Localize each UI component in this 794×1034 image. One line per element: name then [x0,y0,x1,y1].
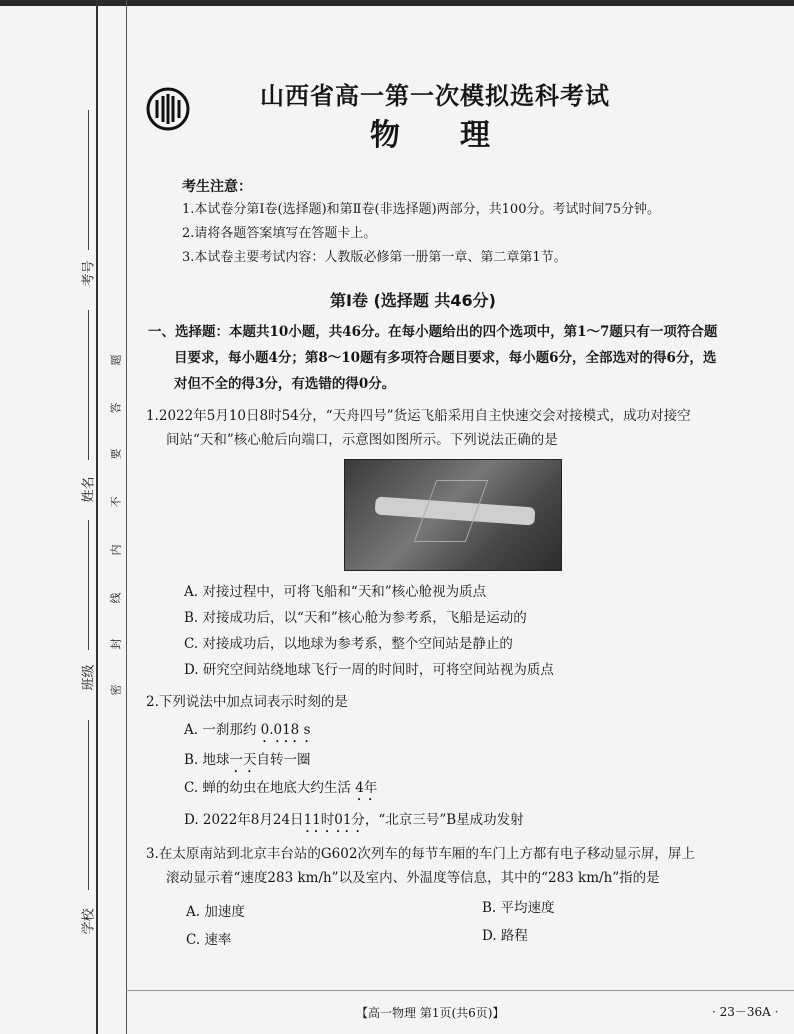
seal-char: 答 [109,402,123,414]
space-station-photo [344,459,562,571]
top-border [0,0,794,6]
binding-line-outer [96,0,98,1034]
q3-option-a: A. 加速度 [186,904,245,920]
section-instruction: 一、选择题：本题共10小题，共46分。在每小题给出的四个选项中，第1～7题只有一项符合题 [148,324,718,340]
q2-option-a [184,718,311,746]
label-school: 学校 [81,908,97,935]
q2-a-text: A. 一刹那约 [184,722,261,738]
notice-item: 3.本试卷主要考试内容：人教版必修第一册第一章、第二章第1节。 [182,250,567,265]
class-underline [88,520,89,650]
seal-char: 题 [109,354,123,366]
q3-option-c: C. 速率 [186,932,232,948]
q2-option-d [184,808,524,836]
footer-divider [126,990,794,991]
section-instruction: 目要求，每小题4分；第8～10题有多项符合题目要求，每小题6分，全部选对的得6分，选 [174,350,717,366]
seal-char: 密 [109,684,123,696]
page-footer: 【高一物理 第1页(共6页)】 [356,1006,505,1020]
exam-logo-icon [145,86,191,132]
q3-option-d: D. 路程 [482,928,528,944]
q2-b-dotted: 一天 [229,752,257,768]
label-class: 班级 [81,664,97,691]
q2-d-text-post: ，“北京三号”B星成功发射 [364,812,524,828]
exam-number-underline [88,110,89,250]
notice-item: 2.请将各题答案填写在答题卡上。 [182,226,377,241]
q3-option-b: B. 平均速度 [482,900,555,916]
exam-title: 山西省高一第一次模拟选科考试 [260,82,610,110]
q2-b-text: B. 地球 [184,752,230,768]
q1-stem: 间站“天和”核心舱后向端口，示意图如图所示。下列说法正确的是 [166,432,558,448]
q1-option-a: A. 对接过程中，可将飞船和“天和”核心舱视为质点 [184,584,487,600]
subject-title: 物理 [370,118,550,153]
q3-stem: 滚动显示着“速度283 km/h”以及室内、外温度等信息，其中的“283 km/h”指的是 [166,870,660,886]
notice-title: 考生注意： [182,179,252,195]
q3-stem: 3.在太原南站到北京丰台站的G602次列车的每节车厢的车门上方都有电子移动显示屏，屏上 [146,846,695,862]
seal-char: 线 [109,592,123,604]
section-instruction: 对但不全的得3分，有选错的得0分。 [174,376,396,392]
q2-d-text: D. 2022年8月24日 [184,812,304,828]
q1-stem: 1.2022年5月10日8时54分，“天舟四号”货运飞船采用自主快速交会对接模式，成功对接空 [146,408,691,424]
seal-char: 内 [109,544,123,556]
name-underline [88,310,89,460]
q2-option-c [184,776,377,804]
seal-char: 不 [109,496,123,508]
q1-option-c: C. 对接成功后，以地球为参考系，整个空间站是静止的 [184,636,513,652]
q1-option-d: D. 研究空间站绕地球飞行一周的时间时，可将空间站视为质点 [184,662,554,678]
q2-a-dotted: 0.018 s [260,722,311,738]
q2-c-dotted: 4年 [355,780,378,796]
paper-code: · 23－36A · [712,1005,779,1019]
q2-d-dotted: 11时01分 [303,812,365,828]
school-underline [88,720,89,890]
q2-option-b [184,748,311,776]
q2-c-text: C. 蝉的幼虫在地底大约生活 [184,780,356,796]
label-exam-number: 考号 [81,260,97,287]
seal-char: 封 [109,638,123,650]
seal-char: 要 [109,448,123,460]
label-name: 姓名 [81,476,97,503]
notice-item: 1.本试卷分第Ⅰ卷(选择题)和第Ⅱ卷(非选择题)两部分，共100分。考试时间75分钟。 [182,202,661,217]
q2-stem: 2.下列说法中加点词表示时刻的是 [146,694,348,710]
q1-option-b: B. 对接成功后，以“天和”核心舱为参考系，飞船是运动的 [184,610,527,626]
q2-b-text-post: 自转一圈 [256,752,311,768]
binding-line-inner [126,0,127,1034]
section-title: 第Ⅰ卷 (选择题 共46分) [330,291,496,310]
